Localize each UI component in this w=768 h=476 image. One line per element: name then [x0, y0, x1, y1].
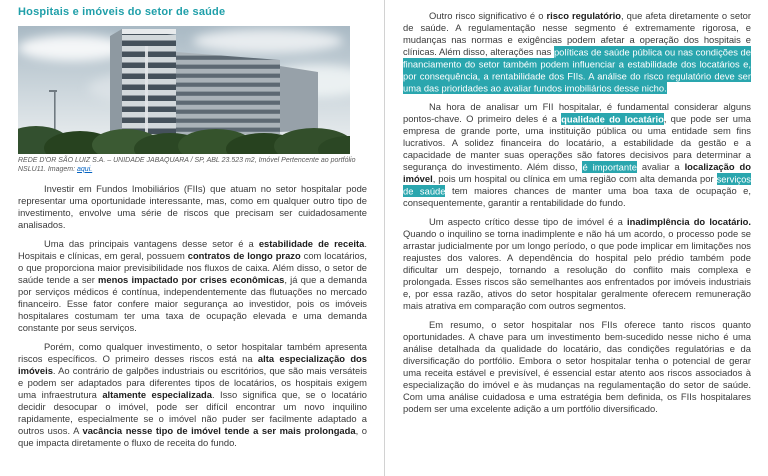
- text-run: . Hospitais e clínicas, em geral, possuem: [18, 237, 367, 261]
- text-run: . Isso significa que, se o locatário decidir desocupar o imóvel, pode ser difícil encontrar um novo inquilino rapidamente, especialmente se o imóvel não puder ser facilmente adaptado a outros usos. A: [18, 388, 368, 436]
- text-run: com locatários, o que proporciona maior previsibilidade nos fluxos de caixa. Além disso, o setor de saúde tende a ser: [18, 249, 368, 285]
- paragraph: [403, 10, 751, 94]
- text-run: Quando o inquilino se torna inadimplente e não há um acordo, o processo pode se arrastar judicialmente por um longo período, o que pode implicar em limitações nos reajustes dos valores. A dependência do hospital pelo prédio também pode dificultar um despejo, tornando a resolução do conflito mais complexa e prolongada. Esses riscos são semelhantes aos enfrentados por imóveis industriais e, por essa razão, ativos do setor hospitalar geralmente oferecem remuneração mais atrativa em comparação com outros segmentos.: [403, 228, 751, 311]
- paragraph: [18, 238, 367, 334]
- text-run: , pois um hospital ou clínica em uma região com alta demanda por: [432, 173, 717, 184]
- text-run: políticas de saúde pública ou nas condições de financiamento do setor também podem influenciar a estabilidade dos locatários e, por consequência, a rentabilidade dos FIIs. A análise do risco regulatório deve ser uma das prioridades ao avaliar fundos imobiliários desse nicho.: [403, 46, 751, 93]
- paragraph: [18, 341, 367, 449]
- text-run: Outro risco significativo é o: [429, 10, 547, 21]
- hospital-tower: [110, 29, 176, 138]
- paragraph: [18, 183, 367, 231]
- text-run: é importante: [582, 161, 637, 172]
- image-caption-text: REDE D'OR SÃO LUIZ S.A. – UNIDADE JABAQUARA / SP, ABL 23.523 m2, Imóvel Pertencente ao portfólio NSLU11. Imagem:: [18, 157, 356, 173]
- text-run: . Ao contrário de galpões industriais ou escritórios, que são mais versáteis e podem ser adaptados para diferentes tipos de locatários, os hospitais exigem uma infraestrutura: [18, 364, 367, 400]
- text-run: estabilidade de receita: [258, 237, 365, 249]
- text-run: alta especialização dos imóveis: [18, 352, 368, 376]
- text-run: localização do imóvel: [403, 161, 751, 184]
- text-run: , já que a demanda por serviços médicos é contínua, independentemente das flutuações no mercado financeiro. Esse fator confere maior segurança ao investidor, pois os imóveis hospitalares costumam ter uma taxa de ocupação elevada e uma demanda constante por seus serviços.: [18, 273, 367, 333]
- text-run: Investir em Fundos Imobiliários (FIIs) que atuam no setor hospitalar pode representar uma oportunidade interessante, mas, como em qualquer outro tipo de investimento, envolve uma série de riscos que precisam ser cuidadosamente analisados.: [18, 182, 367, 230]
- hospital-building-photo: [18, 26, 350, 154]
- hospital-photo: [18, 26, 350, 154]
- text-run: menos impactado por crises econômicas: [98, 273, 285, 285]
- text-run: Na hora de analisar um FII hospitalar, é fundamental considerar alguns pontos-chave. O primeiro deles é a: [403, 101, 751, 124]
- text-run: qualidade do locatário: [561, 113, 664, 124]
- image-caption: [18, 157, 367, 175]
- caption-link[interactable]: aqui.: [77, 165, 93, 173]
- text-run: inadimplência do locatário.: [627, 216, 751, 227]
- text-run: contratos de longo prazo: [187, 249, 301, 261]
- text-run: Um aspecto crítico desse tipo de imóvel é a: [429, 216, 628, 227]
- text-run: , que pode ser uma empresa de grande porte, uma instituição pública ou uma entidade sem fins lucrativos. A solidez financeira do locatário, a estabilidade da gestão e a capacidade de manter suas operações são fatores decisivos para determinar a segurança do investimento. Além disso,: [403, 113, 751, 172]
- text-run: vacância nesse tipo de imóvel tende a ser mais prolongada: [82, 424, 356, 436]
- text-run: risco regulatório: [546, 10, 621, 21]
- page-right: [384, 0, 768, 476]
- text-run: Porém, como qualquer investimento, o setor hospitalar também apresenta riscos específicos. O primeiro desses riscos está na: [18, 340, 367, 364]
- left-paragraphs: [18, 183, 367, 449]
- paragraph: [403, 216, 751, 312]
- text-run: Em resumo, o setor hospitalar nos FIIs oferece tanto riscos quanto oportunidades. A chave para um investimento bem-sucedido nesse nicho é uma análise detalhada da qualidade do locatário, das condições regulatórias e da diversificação do portfólio. Embora o setor hospitalar tenha o potencial de gerar uma receita estável e previsível, é essencial estar atento aos riscos associados à especialização do imóvel e às mudanças na regulamentação do setor de saúde. Com uma análise cuidadosa e uma estratégia bem definida, os FIIs hospitalares podem ser uma excelente adição a um portfólio diversificado.: [403, 319, 751, 414]
- text-run: Uma das principais vantagens desse setor é a: [44, 237, 259, 249]
- text-run: , o que impacta diretamente o fluxo de receita do fundo.: [18, 424, 367, 448]
- paragraph: [403, 101, 751, 209]
- right-paragraphs: [403, 10, 751, 415]
- paragraph: [403, 319, 751, 415]
- text-run: altamente especializada: [102, 388, 212, 400]
- text-run: avaliar a: [636, 161, 685, 172]
- page-title: Hospitais e imóveis do setor de saúde: [18, 6, 226, 18]
- text-run: tem maiores chances de manter uma boa taxa de ocupação e, consequentemente, garantir a rentabilidade do fundo.: [403, 185, 752, 208]
- page-divider: [384, 0, 385, 476]
- text-run: , que afeta diretamente o setor de saúde. A regulamentação nesse segmento é extremamente rigorosa, e mudanças nas normas e exigências podem afetar a operação dos hospitais e clínicas. Além disso, alterações nas: [403, 10, 752, 57]
- text-run: serviços de saúde: [403, 173, 751, 196]
